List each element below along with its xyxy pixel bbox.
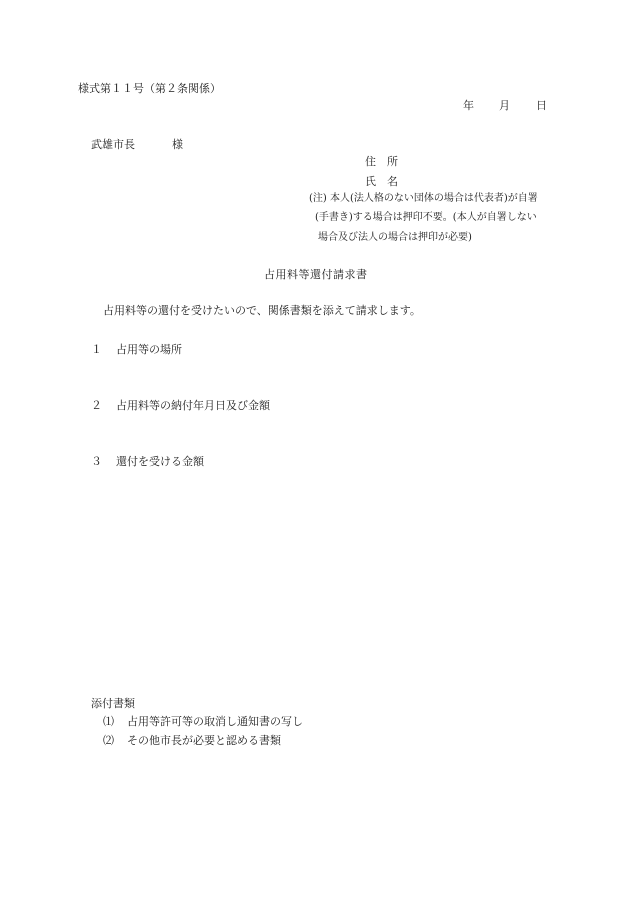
date-year: 年 [463,99,474,112]
attachment-2-number: ⑵ [103,734,114,747]
address-label: 住 所 [365,155,398,168]
attachment-1-label: 占用等許可等の取消し通知書の写し [127,715,303,728]
attachment-2-label: その他市長が必要と認める書類 [127,734,281,747]
item-1-number: １ [91,343,102,356]
note-line-2: (手書き)する場合は押印不要。(本人が自署しない [315,212,537,223]
item-2-number: ２ [91,399,102,412]
note-line-1: (注) 本人(法人格のない団体の場合は代表者)が自署 [309,193,538,204]
form-number: 様式第１１号（第２条関係） [78,82,221,95]
note-line-3: 場合及び法人の場合は押印が必要) [318,232,472,243]
addressee-honorific: 様 [172,138,183,151]
item-3-number: ３ [91,455,102,468]
date-month: 月 [499,99,510,112]
item-3-label: 還付を受ける金額 [116,455,204,468]
date-day: 日 [536,99,547,112]
attachment-1-number: ⑴ [103,715,114,728]
item-2-label: 占用料等の納付年月日及び金額 [116,399,270,412]
document-title: 占用料等還付請求書 [264,268,368,281]
item-1-label: 占用等の場所 [116,343,182,356]
intro-text: 占用料等の還付を受けたいので、関係書類を添えて請求します。 [103,304,421,317]
addressee-name: 武雄市長 [91,138,135,151]
attachments-heading: 添付書類 [91,697,135,710]
name-label: 氏 名 [365,175,398,188]
